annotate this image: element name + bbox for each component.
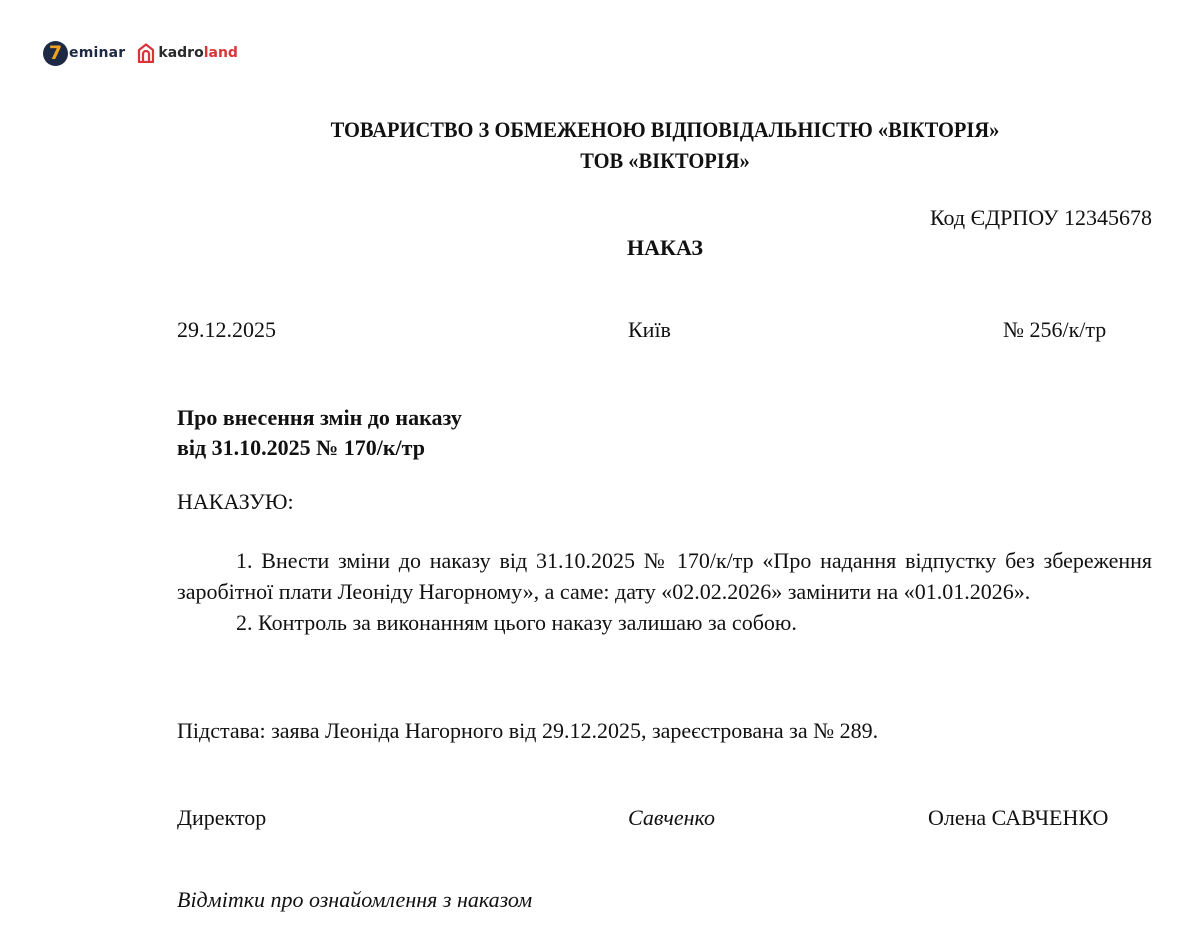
order-verb: НАКАЗУЮ:	[177, 489, 294, 514]
order-city: Київ	[628, 317, 671, 342]
order-items	[177, 545, 1152, 638]
signatory-role: Директор	[177, 805, 267, 830]
kadroland-logo	[137, 43, 238, 63]
acknowledgement-heading: Відмітки про ознайомлення з наказом	[177, 887, 533, 912]
order-item-2: 2. Контроль за виконанням цього наказу залишаю за собою.	[236, 610, 797, 635]
signature: Савченко	[628, 805, 716, 830]
edrpou-code: Код ЄДРПОУ 12345678	[929, 205, 1152, 230]
signatory-name: Олена САВЧЕНКО	[928, 805, 1109, 830]
order-subject	[177, 403, 462, 463]
house-icon	[137, 43, 155, 63]
seminar-logo	[43, 41, 125, 66]
logos-bar	[43, 39, 238, 67]
document-type-title: НАКАЗ	[627, 235, 703, 260]
company-short-name: ТОВ «ВІКТОРІЯ»	[580, 148, 750, 173]
kadroland-logo-text	[158, 45, 238, 61]
subject-line-1: Про внесення змін до наказу	[177, 405, 462, 430]
seminar-logo-text: eminar	[69, 45, 126, 61]
order-item-1: 1. Внести зміни до наказу від 31.10.2025 № 170/к/тр «Про надання відпустку без збереження заробітної плати Леоніду Нагорному», а саме: дату «02.02.2026» замінити на «01.01.2026».	[177, 548, 1152, 604]
subject-line-2: від 31.10.2025 № 170/к/тр	[177, 435, 425, 460]
kadroland-text-accent: land	[203, 45, 238, 61]
seminar-badge-icon: 7	[43, 41, 68, 66]
order-number: № 256/к/тр	[1003, 317, 1107, 342]
kadroland-text-dark: kadro	[158, 45, 204, 61]
order-date: 29.12.2025	[177, 317, 276, 342]
order-basis: Підстава: заява Леоніда Нагорного від 29.12.2025, зареєстрована за № 289.	[177, 718, 879, 743]
company-full-name: ТОВАРИСТВО З ОБМЕЖЕНОЮ ВІДПОВІДАЛЬНІСТЮ «ВІКТОРІЯ»	[330, 117, 1000, 142]
